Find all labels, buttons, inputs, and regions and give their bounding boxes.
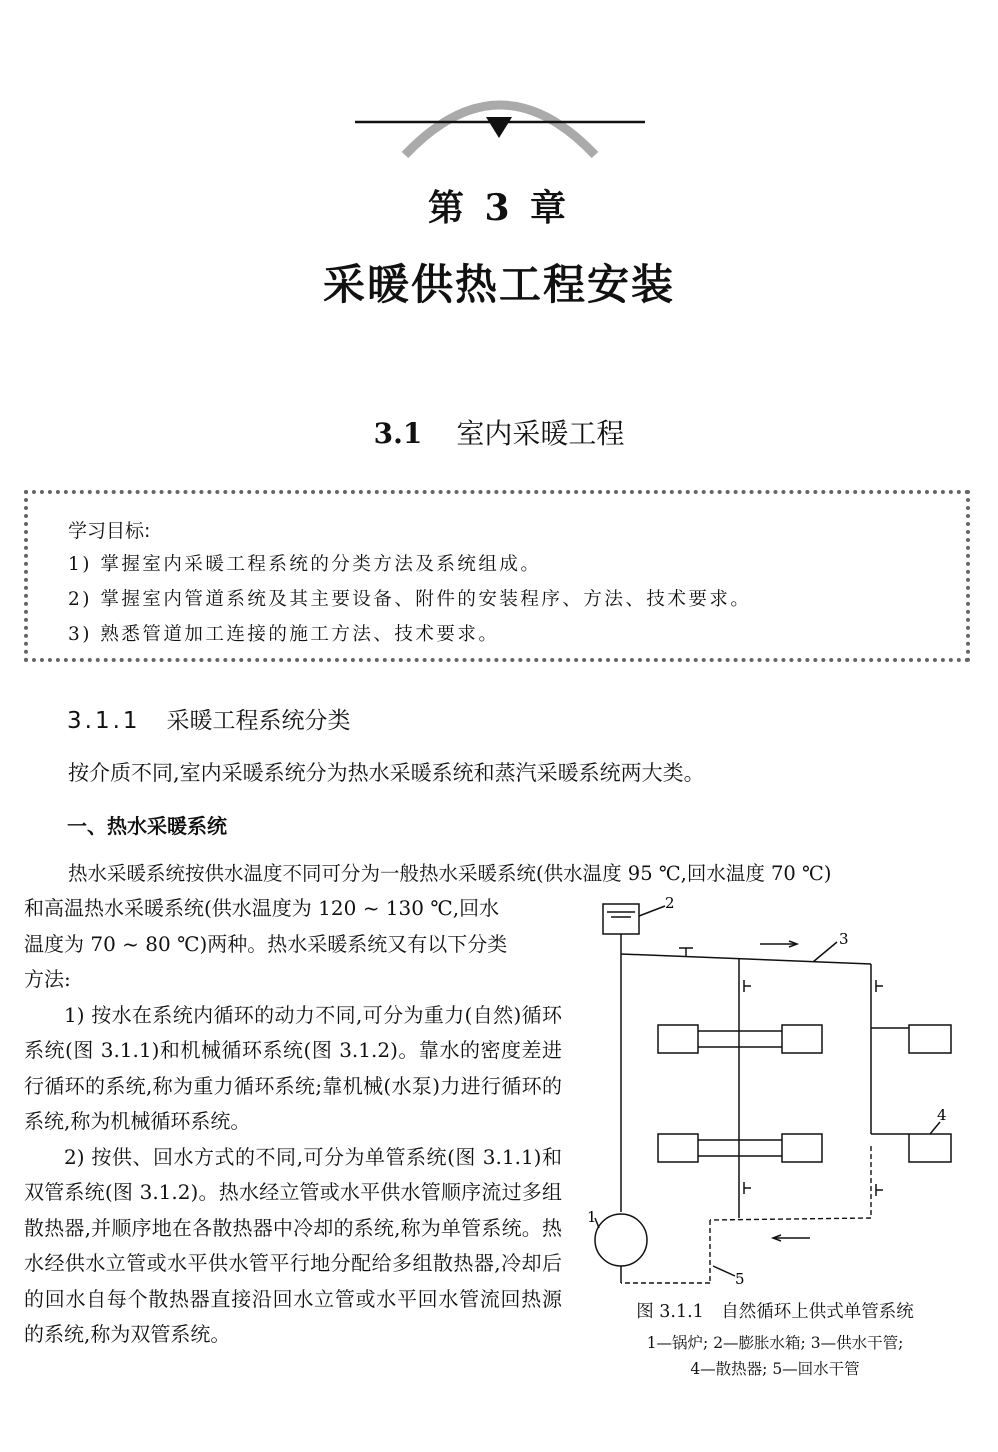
radiator: [909, 1134, 951, 1162]
figure-label: 1: [587, 1208, 597, 1226]
chapter-title: 采暖供热工程安装: [322, 260, 675, 309]
chapter-number: 第 3 章: [427, 187, 571, 229]
figure-label: 2: [665, 894, 675, 912]
left-column-text: [24, 891, 562, 1353]
figure-label: 4: [937, 1106, 947, 1124]
radiator: [909, 1025, 951, 1053]
text-line: 温度为 70 ~ 80 ℃)两种。热水采暖系统又有以下分类: [24, 931, 508, 956]
chapter-ornament: [350, 80, 650, 160]
boiler: [595, 1214, 647, 1266]
figure-legend: 1—锅炉; 2—膨胀水箱; 3—供水干管;: [646, 1334, 904, 1352]
learning-goal-item: 3) 熟悉管道加工连接的施工方法、技术要求。: [68, 624, 500, 645]
paragraph-continued: [24, 891, 562, 998]
radiator: [782, 1134, 822, 1162]
radiator: [658, 1134, 698, 1162]
learning-goal-item: 2) 掌握室内管道系统及其主要设备、附件的安装程序、方法、技术要求。: [68, 589, 752, 610]
section-title: [0, 412, 998, 452]
subsection-number: 3.1.1: [67, 708, 141, 734]
radiator: [658, 1025, 698, 1053]
learning-goal-item: 1) 掌握室内采暖工程系统的分类方法及系统组成。: [68, 554, 542, 575]
figure-label: 3: [839, 930, 849, 948]
subsection-title-text: 采暖工程系统分类: [166, 708, 351, 734]
system-diagram: [585, 888, 975, 1293]
paragraph-circulation-power: 1) 按水在系统内循环的动力不同,可分为重力(自然)循环系统(图 3.1.1)和机械循环系统(图 3.1.2)。靠水的密度差进行循环的系统,称为重力循环系统;靠机械(水泵)力进行循环的系统,称为机械循环系统。: [24, 1002, 562, 1133]
intro-paragraph: 按介质不同,室内采暖系统分为热水采暖系统和蒸汽采暖系统两大类。: [68, 761, 705, 785]
paragraph-supply-return-mode: 2) 按供、回水方式的不同,可分为单管系统(图 3.1.1)和双管系统(图 3.1.2)。热水经立管或水平供水管顺序流过多组散热器,并顺序地在各散热器中冷却的系统,称为单管系统。热水经供水立管或水平供水管平行地分配给多组散热器,冷却后的回水自每个散热器直接沿回水立管或水平回水管流回热源的系统,称为双管系统。: [24, 1144, 562, 1346]
subsection-title: [67, 702, 351, 735]
figure-label: 5: [735, 1270, 745, 1288]
supply-main-pipe: [621, 954, 871, 964]
figure-legend: 4—散热器; 5—回水干管: [690, 1360, 860, 1378]
learning-goals-heading: 学习目标:: [68, 520, 151, 542]
figure-caption: 图 3.1.1 自然循环上供式单管系统: [636, 1302, 914, 1322]
learning-goals-box: [24, 490, 970, 662]
heading-hot-water-system: 一、热水采暖系统: [67, 814, 227, 838]
paragraph-hot-water-intro: 热水采暖系统按供水温度不同可分为一般热水采暖系统(供水温度 95 ℃,回水温度 70 ℃): [68, 862, 832, 885]
expansion-tank: [603, 904, 639, 934]
text-line: 方法:: [24, 967, 71, 991]
radiator: [782, 1025, 822, 1053]
section-title-text: 室内采暖工程: [456, 417, 625, 450]
section-number: 3.1: [373, 417, 423, 450]
text-line: 和高温热水采暖系统(供水温度为 120 ~ 130 ℃,回水: [24, 896, 500, 920]
